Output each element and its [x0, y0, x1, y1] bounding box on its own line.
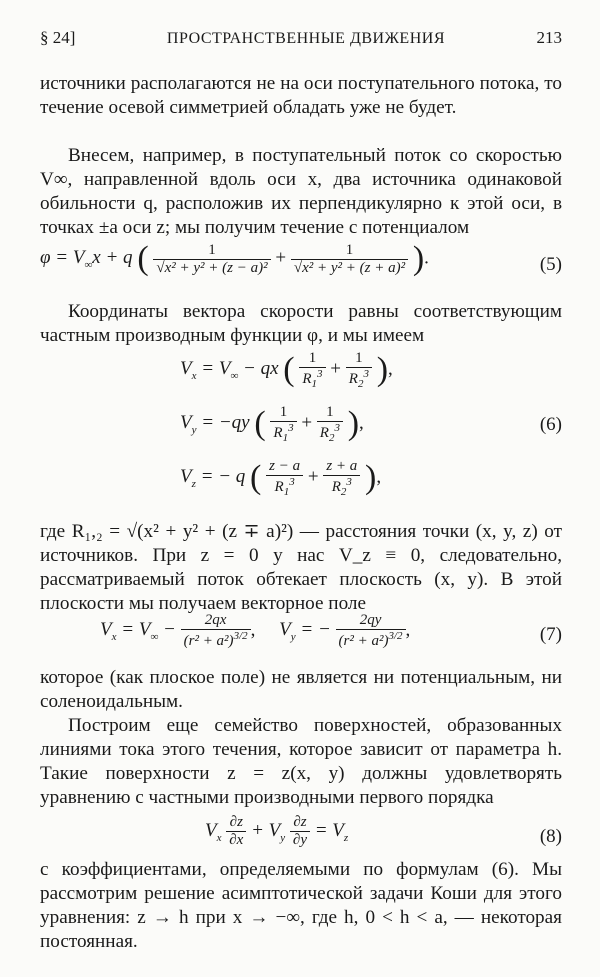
equation-7-formula: $V_x = V_\infty$ − $\frac{2qx}{(r^2 + a^2)^{3/2}}$ , $V_y$ = − $\frac{2qy}{(r^2 + a^2)^{3/2}}$ , [100, 612, 411, 649]
paragraph-5: которое (как плоское поле) не является ни потенциальным, ни соленоидальным. [40, 667, 562, 712]
equation-8 [40, 814, 562, 862]
page-header [40, 28, 562, 48]
equation-8-number: (8) [539, 826, 562, 847]
equation-8-formula: $V_x$ $\frac{\partial z}{\partial x}$ + $V_y$ $\frac{\partial z}{\partial y}$ = $V_z$ [205, 814, 349, 848]
paragraph-6: Построим еще семейство поверхностей, образованных линиями тока этого течения, которое зависит от параметра h. Такие поверхности z = z(x, y) должны удовлетворять уравнению с частными производными первого порядка [40, 715, 562, 808]
paragraph-4: где R₁,₂ = √(x² + y² + (z ∓ a)²) — расстояния точки (x, y, z) от источников. При z = 0 у нас V_z ≡ 0, следовательно, рассматриваемый поток обтекает плоскость (x, y). В этой плоскости мы получаем векторное поле [40, 521, 562, 614]
equation-6-vz: $V_z$ = − q ( $\frac{z - a}{R_1^3}$ + $\frac{z + a}{R_2^3}$ ), [180, 458, 382, 498]
paragraph-1: источники располагаются не на оси поступательного потока, то течение осевой симметрией обладать уже не будет. [40, 73, 562, 118]
equation-6-vx: $V_x = V_\infty$ − qx ( $\frac{1}{R_1^3}$ + $\frac{1}{R_2^3}$ ), [180, 350, 393, 390]
paragraph-7: с коэффициентами, определяемыми по формулам (6). Мы рассмотрим решение асимптотической задачи Коши для этого уравнения: z → h при x → −∞, где h, 0 < h < a, — некоторая постоянная. [40, 859, 562, 952]
equation-6-vy: $V_y = -qy$ ( $\frac{1}{R_1^3}$ + $\frac{1}{R_2^3}$ ), [180, 404, 364, 444]
equation-7 [40, 612, 562, 660]
running-title: ПРОСТРАНСТВЕННЫЕ ДВИЖЕНИЯ [166, 30, 445, 47]
page-number: 213 [536, 28, 562, 47]
section-label: § 24] [40, 28, 76, 47]
paragraph-2: Внесем, например, в поступательный поток со скоростью V∞, направленной вдоль оси x, два источника одинаковой обильности q, расположив их перпендикулярно к этой оси, в точках ±a оси z; мы получим течение с потенциалом [40, 145, 562, 238]
equation-5-number: (5) [539, 254, 562, 275]
paragraph-3: Координаты вектора скорости равны соответствующим частным производным функции φ, и мы имеем [40, 301, 562, 346]
equation-6 [40, 350, 562, 510]
equation-6-number: (6) [539, 414, 562, 435]
equation-7-number: (7) [539, 624, 562, 645]
equation-5 [40, 240, 562, 290]
equation-5-formula: $\varphi = V_\infty x + q$ ( $\frac{1}{\text{√x² + y² + (z − a)²}}$ + $\frac{1}{\text{√x² + y² + (z + a)²}}$ ). [40, 240, 429, 277]
